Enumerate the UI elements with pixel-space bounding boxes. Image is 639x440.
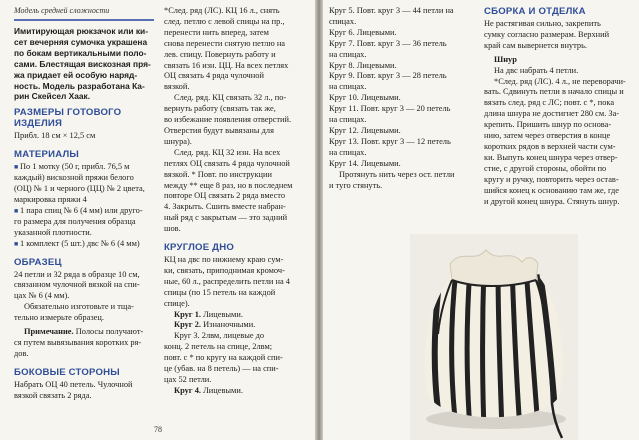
instruction-line: шов. (164, 224, 181, 234)
round-line: на спицах. (329, 115, 367, 125)
intro-line: ность. Модель разработана Ка- (14, 80, 145, 91)
intro-line: сами. Блестящая вискозная пря- (14, 58, 151, 69)
sample-line: связанном чулочной вязкой на спи- (14, 280, 140, 290)
round-line: цах 52 петли. (164, 375, 212, 384)
assembly-line: Не растягивая сильно, закрепить (484, 19, 601, 28)
book-gutter (315, 0, 323, 440)
page-header: Модель средней сложности (14, 6, 110, 15)
bottom-heading: КРУГЛОЕ ДНО (164, 242, 234, 254)
sample-line: тельно измерьте образец. (14, 313, 104, 323)
round-line: Круг 14. Лицевыми. (329, 158, 401, 168)
size-heading: РАЗМЕРЫ ГОТОВОГО ИЗДЕЛИЯ (14, 107, 122, 130)
ties-line: вать. Сдвинуть петли в начало спицы и (484, 87, 624, 97)
materials-line: го размера для получения образца (14, 216, 136, 226)
ties-line: стие, с другой стороны, обойти по (484, 163, 607, 173)
instruction-line: Отверстия будут вывязаны для (164, 125, 274, 135)
round-line: Круг 5. Повт. круг 3 — 44 петли на (329, 6, 454, 15)
intro-line: Имитирующая рюкзачок или ки- (14, 26, 148, 36)
round-line: на спицах. (329, 147, 367, 157)
right-column-2 (484, 6, 629, 207)
instruction-line: лев. спицу. Повернуть работу и (164, 49, 276, 59)
size-text: Прибл. 18 см × 12,5 см (14, 131, 96, 141)
ties-line: длина шнура не достигнет 280 см. За- (484, 109, 620, 119)
instruction-line: повторе ОЦ связать 2 ряда вместо (164, 191, 286, 201)
instruction-line: снова перенести снятую петлю на (164, 38, 286, 48)
sample-line: 24 петли и 32 ряда в образце 10 см, (14, 269, 140, 279)
note-line: дов. (14, 348, 29, 358)
round-line: Круг 9. Повт. круг 3 — 28 петель (329, 71, 447, 81)
assembly-line: край сам вывернется внутрь. (484, 40, 587, 50)
bullet-icon: ■ (14, 163, 20, 172)
ties-line: и другой конец шнура. Стянуть шнур. (484, 196, 620, 206)
instruction-line: во избежание появления отверстий. (164, 115, 292, 125)
instruction-line: След. ряд. КЦ 32 изн. На всех (174, 147, 281, 157)
instruction-line: вернуть работу (связать так же, (164, 104, 276, 114)
instruction-line: ный ряд с закрытым — это задний (164, 213, 288, 223)
striped-bag-illustration (410, 234, 578, 440)
instruction-line: след. петлю с левой спицы на пр., (164, 16, 285, 26)
instruction-line: 4. Закрыть. Сшить вместе набран- (164, 202, 286, 212)
ties-heading: Шнур (494, 54, 517, 64)
round-line: на спицах. (329, 82, 367, 92)
round-line: на спицах. (329, 49, 367, 59)
ties-line: шийся конец к основанию там же, где (484, 185, 619, 195)
sample-heading: ОБРАЗЕЦ (14, 256, 62, 268)
round-line: Круг 8. Лицевыми. (329, 60, 397, 70)
round-line: Круг 3. 2лвм, лицевые до (174, 331, 265, 341)
ties-line: кругу и ручку, повторить через остав- (484, 174, 619, 184)
ties-line: крепить. Пришить шнур по основа- (484, 120, 612, 130)
bottom-line: спицы (по 15 петель на каждой (164, 287, 276, 297)
instruction-line: ОЦ связать 4 ряда чулочной (164, 71, 264, 81)
sample-line: цах № 6 (4 мм). (14, 291, 70, 301)
bottom-line: ки, связать, приподнимая кромоч- (164, 265, 285, 275)
note-line: Примечание. Полосы получают- (24, 327, 144, 337)
materials-line: указанной плотности. (14, 227, 92, 237)
intro-line: рин Скейсел Хаак. (14, 91, 91, 102)
ties-line: На двс набрать 4 петли. (494, 65, 579, 75)
bottom-line: КЦ на двс по нижнему краю сум- (164, 255, 284, 265)
instruction-line: След. ряд. КЦ связать 32 л., по- (174, 93, 287, 103)
instruction-line: шнура). (164, 136, 192, 146)
instruction-line: вязкой. * Повт. по инструкции (164, 169, 272, 179)
materials-line: каждый) вискозной пряжи белого (14, 173, 134, 183)
round-line: Круг 13. Повт. круг 3 — 12 петель (329, 136, 451, 146)
round-line: спицах. (329, 16, 357, 26)
instruction-line: связать 16 изн. ЦЦ. На всех петлях (164, 60, 289, 70)
round-line: Круг 12. Лицевыми. (329, 125, 401, 135)
assembly-line: сумку согласно размерам. Верхний (484, 29, 610, 39)
instruction-line: вязкой. (164, 82, 190, 92)
bottom-line: спице). (164, 298, 190, 308)
round-line: повт. с * по кругу на каждой спи- (164, 353, 283, 363)
instruction-line: петлях ОЦ связать 4 ряда чулочной (164, 158, 290, 168)
round-line: Круг 4. Лицевыми. (174, 385, 243, 395)
instruction-line: перенести нить вперед, затем (164, 27, 269, 37)
instruction-line: *След. ряд (ЛС). КЦ 16 л., снять (164, 6, 280, 15)
bag-ruffle (450, 250, 538, 286)
ties-line: ки. Выпуть конец шнура через отвер- (484, 152, 618, 162)
bullet-icon: ■ (14, 239, 20, 248)
round-line: Протянуть нить через ост. петли (339, 169, 455, 179)
round-line: Круг 11. Повт. круг 3 — 20 петель (329, 104, 451, 114)
round-line: Круг 10. Лицевыми. (329, 93, 401, 103)
page-number: 78 (154, 425, 162, 434)
materials-line: (ОЦ) № 1 и черного (ЦЦ) № 2 цвета, (14, 184, 145, 194)
bag-photo (410, 234, 578, 440)
right-column-1 (329, 6, 479, 191)
sides-heading: БОКОВЫЕ СТОРОНЫ (14, 366, 120, 378)
round-line: конц. 2 петель на спице, 2лвм; (164, 342, 273, 352)
round-line: Круг 1. Лицевыми. (174, 309, 243, 319)
bullet-icon: ■ (14, 206, 20, 215)
ties-line: *След. ряд (ЛС). 4 л., не переворачи- (494, 76, 626, 86)
intro-line: жа придает ей особую наряд- (14, 69, 138, 80)
instruction-line: между ** еще 8 раз, но в последнем (164, 180, 293, 190)
round-line: Круг 2. Изнаночными. (174, 320, 256, 330)
intro-line: по бокам вертикальными поло- (14, 47, 147, 58)
round-line: це (убав. на 8 петель) — на спи- (164, 364, 279, 374)
materials-line: ■ 1 комплект (5 шт.) двс № 6 (4 мм) (14, 238, 140, 248)
ties-line: коротких рядов в верхней части сум- (484, 141, 616, 151)
ties-line: нию, затем через отверстия в конце (484, 131, 611, 141)
round-line: и туго стянуть. (329, 180, 383, 190)
round-line: Круг 6. Лицевыми. (329, 27, 397, 37)
materials-line: ■ 1 пара спиц № 6 (4 мм) или друго- (14, 205, 143, 215)
bottom-line: ные, 60 л., распределить петли на 4 (164, 276, 290, 286)
ties-line: вязать след. ряд с ЛС; повт. с *, пока (484, 98, 615, 108)
intro-text (14, 26, 159, 102)
materials-heading: МАТЕРИАЛЫ (14, 149, 79, 161)
sides-line: вязкой связать 2 ряда. (14, 390, 92, 400)
sample-line: Обязательно изготовьте и тща- (24, 302, 134, 312)
materials-line: ■ По 1 мотку (50 г, прибл. 76,5 м (14, 162, 130, 172)
intro-line: сет вечерняя сумочка украшена (14, 36, 148, 47)
assembly-heading: СБОРКА И ОТДЕЛКА (484, 6, 586, 17)
materials-line: маркировка пряжи 4 (14, 194, 87, 204)
round-line: Круг 7. Повт. круг 3 — 36 петель (329, 38, 447, 48)
header-rule (14, 19, 154, 21)
left-column-2 (164, 6, 309, 397)
note-line: ся путем вывязывания коротких ря- (14, 337, 142, 347)
sides-line: Набрать ОЦ 40 петель. Чулочной (14, 379, 133, 389)
left-column-1 (14, 6, 159, 402)
